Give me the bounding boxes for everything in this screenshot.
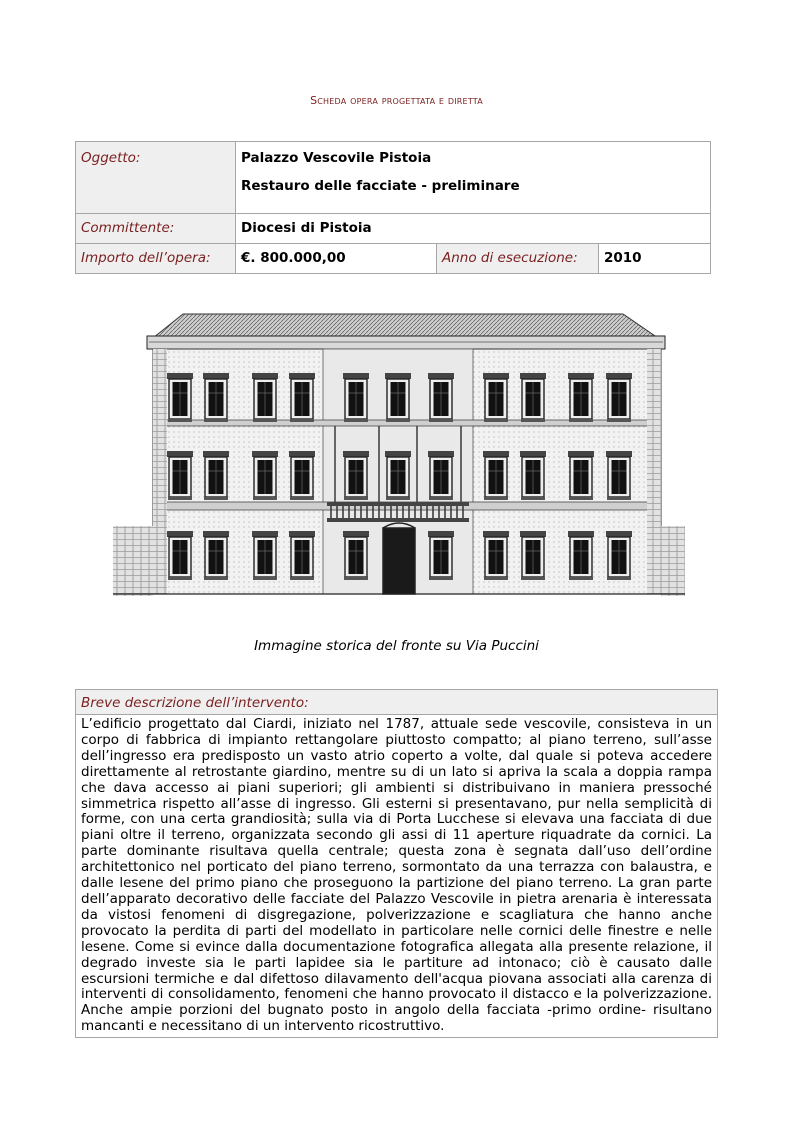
oggetto-title: Palazzo Vescovile Pistoia [241,150,432,166]
description-table [75,689,718,1038]
row-oggetto [76,142,711,214]
importo-value: €. 800.000,00 [236,244,437,274]
description-body: L’edificio progettato dal Ciardi, iniziato nel 1787, attuale sede vescovile, consisteva in un corpo di fabbrica di impianto rettangolare piuttosto compatto; al piano terreno, sull’asse dell’ingresso era predisposto un vasto atrio coperto a volte, dal quale si poteva accedere direttamente al retrostante giardino, mentre su di un lato si apriva la scala a doppia rampa che dava accesso ai piani superiori; gli ambienti si distribuivano in maniera pressoché simmetrica rispetto all’asse di ingresso. Gli esterni si presentavano, pur nella semplicità di forme, con una certa grandiosità; sulla via di Porta Lucchese si elevava una facciata di due piani oltre il terreno, organizzata secondo gli assi di 11 aperture riquadrate da cornici. La parte dominante risultava quella centrale; questa zona è segnata dall’uso dell’ordine architettonico nel porticato del piano terreno, sormontato da una terrazza con balaustra, e dalle lesene del primo piano che proseguono la partizione del piano terreno. La gran parte dell’apparato decorativo delle facciate del Palazzo Vescovile in pietra arenaria è interessata da vistosi fenomeni di disgregazione, polverizzazione e scagliatura che hanno anche provocato la perdita di parti del modellato in particolare nelle cornici delle finestre e nelle lesene. Come si evince dalla documentazione fotografica allegata alla presente relazione, il degrado investe sia le parti lapidee sia le partiture ad intonaco; ciò è causato dalle escursioni termiche e dal difettoso dilavamento dell'acqua piovana associati alla carenza di interventi di consolidamento, fenomeni che hanno provocato il distacco e la polverizzazione. Anche ampie porzioni del bugnato posto in angolo della facciata -primo ordine- risultano mancanti e necessitano di un intervento ricostruttivo. [76,715,718,1038]
row-importo [76,244,711,274]
committente-value: Diocesi di Pistoia [236,214,711,244]
row-committente [76,214,711,244]
anno-value: 2010 [599,244,711,274]
figure-caption: Immagine storica del fronte su Via Puccini [254,638,539,654]
description-heading: Breve descrizione dell’intervento: [76,690,718,715]
oggetto-label: Oggetto: [76,142,236,214]
anno-label: Anno di esecuzione: [437,244,599,274]
project-info-table [75,141,711,274]
oggetto-subtitle: Restauro delle facciate - preliminare [241,178,520,194]
page-header: Scheda opera progettata e diretta [310,94,483,107]
historic-facade-drawing [113,306,685,596]
committente-label: Committente: [76,214,236,244]
importo-label: Importo dell’opera: [76,244,236,274]
oggetto-value [236,142,711,214]
